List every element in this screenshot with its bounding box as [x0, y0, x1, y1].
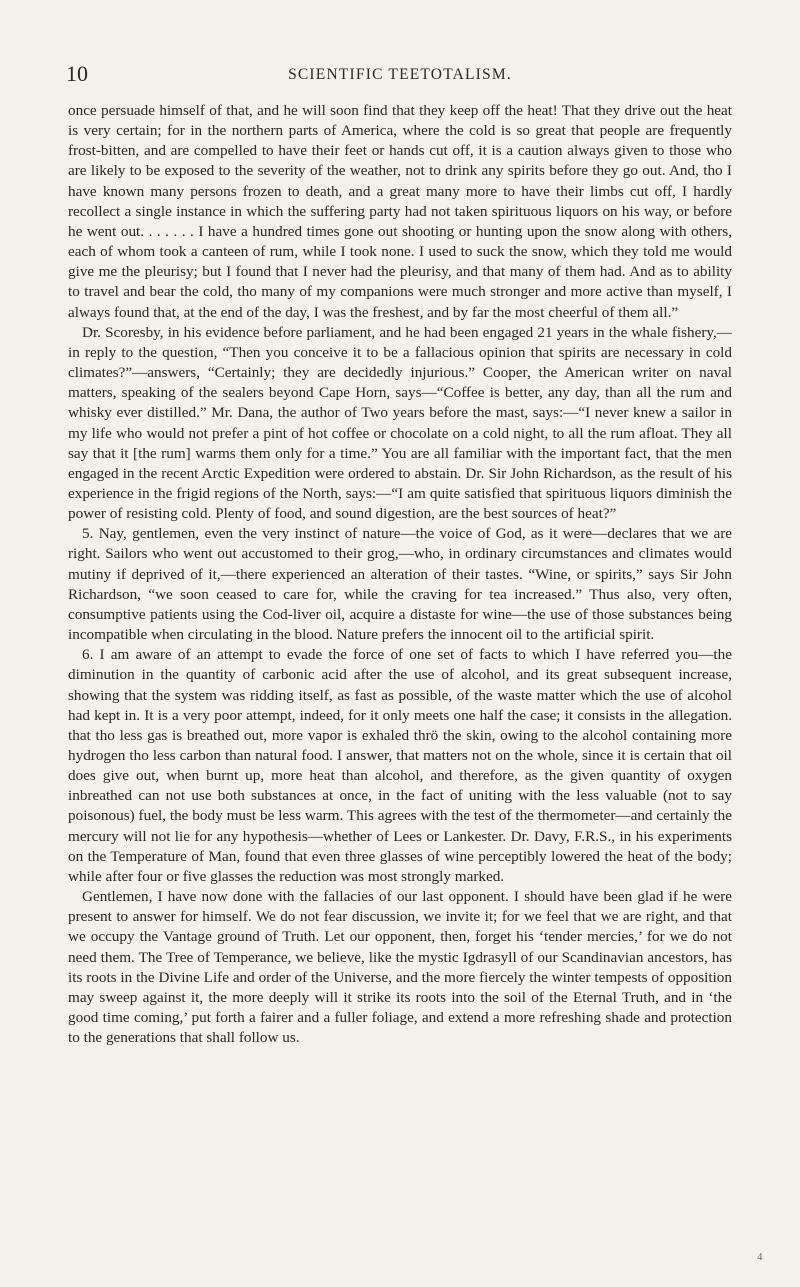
body-text — [68, 101, 732, 1048]
page-number: 10 — [66, 61, 88, 86]
footer-mark: 4 — [757, 1251, 763, 1263]
paragraph-conclusion: Gentlemen, I have now done with the fallacies of our last opponent. I should have been glad if he were present to answer for himself. We do not fear discussion, we invite it; for we feel that we are right, and that we occupy the Vantage ground of Truth. Let our opponent, then, forget his ‘tender mercies,’ for we do not need them. The Tree of Temperance, we believe, like the mystic Igdrasyll of our Scandinavian ancestors, has its roots in the Divine Life and order of the Universe, and the more fiercely the winter tempests of opposition may sweep against it, the more deeply will it strike its roots into the soil of the Eternal Truth, and in ‘the good time coming,’ put forth a fairer and a fuller foliage, and extend a more refreshing shade and protection to the generations that shall follow us. — [68, 888, 732, 1047]
running-head: SCIENTIFIC TEETOTALISM. — [288, 66, 512, 83]
paragraph-6: 6. I am aware of an attempt to evade the force of one set of facts to which I have referred you—the diminution in the quantity of carbonic acid after the use of alcohol, and its great subsequent increase, showing that the system was ridding itself, as fast as possible, of the waste matter which the use of alcohol had kept in. It is a very poor attempt, indeed, for it only meets one half the case; it consists in the allegation. that tho less gas is breathed out, more vapor is exhaled thrö the skin, owing to the alcohol containing more hydrogen tho less carbon than natural food. I answer, that matters not on the whole, since it is certain that oil does give out, when burnt up, more heat than alcohol, and therefore, as the given quantity of oxygen inbreathed can not use both substances at once, in the fact of uniting with the less valuable (not to say poisonous) fuel, the body must be less warm. This agrees with the test of the thermometer—and certainly the mercury will not lie for any hypothesis—whether of Lees or Lankester. Dr. Davy, F.R.S., in his experiments on the Temperature of Man, found that even three glasses of wine perceptibly lowered the heat of the body; while after four or five glasses the reduction was most strongly marked. — [68, 646, 732, 885]
page-header — [66, 62, 734, 86]
paragraph-5: 5. Nay, gentlemen, even the very instinct of nature—the voice of God, as it were—declares that we are right. Sailors who went out accustomed to their grog,—who, in ordinary circumstances and climates would mutiny if deprived of it,—there experienced an alteration of their tastes. “Wine, or spirits,” says Sir John Richardson, “we soon ceased to care for, while the craving for tea increased.” Thus also, very often, consumptive patients using the Cod-liver oil, acquire a distaste for wine—the use of those substances being incompatible when circulating in the blood. Nature prefers the innocent oil to the artificial spirit. — [68, 525, 732, 644]
paragraph-quote-continuation: once persuade himself of that, and he will soon find that they keep off the heat! That they drive out the heat is very certain; for in the northern parts of America, where the cold is so great that people are frequently frost-bitten, and are compelled to have their feet or hands cut off, it is a caution always given to those who are likely to be exposed to the severity of the weather, not to drink any spirits before they go out. And, tho I have known many persons frozen to death, and a great many more to have their limbs cut off, I hardly recollect a single instance in which the suffering party had not taken spirituous liquors on his way, or before he went out. . . . . . . I have a hundred times gone out shooting or hunting upon the snow along with others, each of whom took a canteen of rum, while I took none. I used to suck the snow, which they told me would give me the pleurisy; but I found that I never had the pleurisy, and that many of them had. And as to ability to travel and bear the cold, tho many of my companions were much stronger and more active than myself, I always found that, at the end of the day, I was the freshest, and by far the most cheerful of them all.” — [68, 102, 732, 321]
paragraph-scoresby: Dr. Scoresby, in his evidence before parliament, and he had been engaged 21 years in the whale fishery,—in reply to the question, “Then you conceive it to be a fallacious opinion that spirits are necessary in cold climates?”—answers, “Certainly; they are decidedly injurious.” Cooper, the American writer on naval matters, speaking of the sealers beyond Cape Horn, says—“Coffee is better, any day, than all the rum and whisky ever distilled.” Mr. Dana, the author of Two years before the mast, says:—“I never knew a sailor in my life who would not prefer a pint of hot coffee or chocolate on a cold night, to all the rum afloat. They all say that it [the rum] warms them only for a time.” You are all familiar with the important fact, that the men engaged in the recent Arctic Expedition were ordered to abstain. Dr. Sir John Richardson, as the result of his experience in the frigid regions of the North, says:—“I am quite satisfied that spirituous liquors diminish the power of resisting cold. Plenty of food, and sound digestion, are the best sources of heat?” — [68, 323, 732, 523]
